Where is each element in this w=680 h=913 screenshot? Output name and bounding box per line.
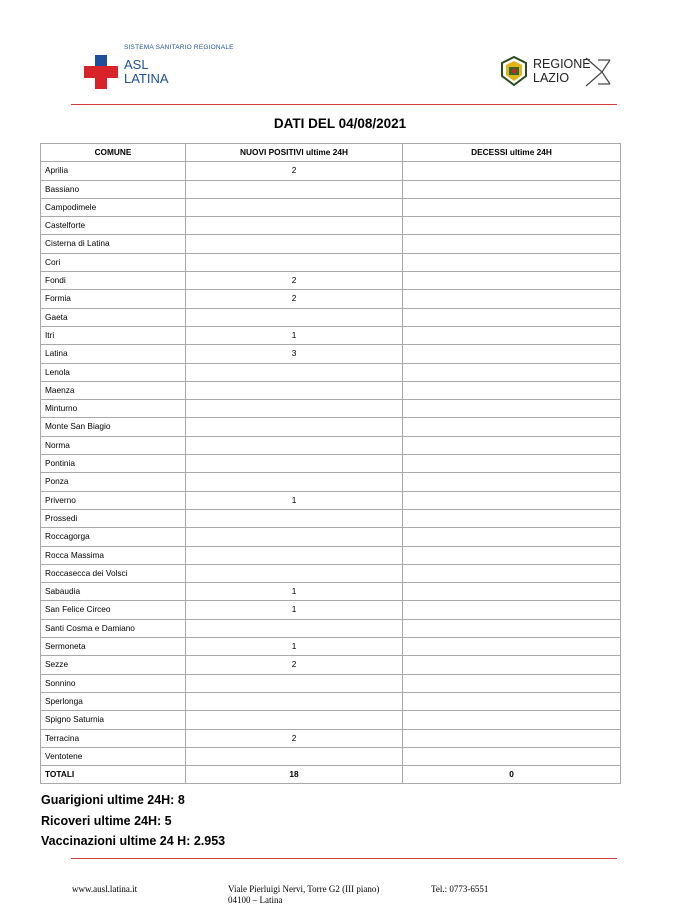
table-row: [41, 455, 621, 473]
cell-nuovi-positivi: [186, 198, 403, 216]
table-row: [41, 198, 621, 216]
page-header: [0, 0, 680, 110]
cell-decessi: [403, 363, 621, 381]
cell-comune: Sezze: [41, 656, 186, 674]
table-row: [41, 601, 621, 619]
footer-divider: [71, 858, 617, 859]
table-row: [41, 638, 621, 656]
regione-lazio-arrows-icon: [584, 56, 614, 88]
cell-comune: Spigno Saturnia: [41, 711, 186, 729]
cell-nuovi-positivi: 1: [186, 638, 403, 656]
cell-decessi: [403, 217, 621, 235]
totals-decessi: 0: [403, 766, 621, 784]
cell-nuovi-positivi: [186, 436, 403, 454]
table-row: [41, 491, 621, 509]
footer-address-line1: Viale Pierluigi Nervi, Torre G2 (III piano): [228, 884, 380, 894]
page-title: DATI DEL 04/08/2021: [273, 116, 407, 131]
cell-comune: Priverno: [41, 491, 186, 509]
asl-logo-text: [124, 58, 169, 86]
cell-comune: Castelforte: [41, 217, 186, 235]
table-row: [41, 272, 621, 290]
cell-decessi: [403, 235, 621, 253]
cell-nuovi-positivi: [186, 509, 403, 527]
cell-decessi: [403, 601, 621, 619]
table-row: [41, 711, 621, 729]
cell-decessi: [403, 473, 621, 491]
cell-nuovi-positivi: 1: [186, 583, 403, 601]
table-row: [41, 326, 621, 344]
table-body: [41, 162, 621, 784]
cell-comune: San Felice Circeo: [41, 601, 186, 619]
region-line2: LAZIO: [533, 71, 570, 85]
header-nuovi-positivi: NUOVI POSITIVI ultime 24H: [186, 144, 403, 162]
cell-decessi: [403, 619, 621, 637]
cell-nuovi-positivi: [186, 619, 403, 637]
table-row: [41, 583, 621, 601]
cell-decessi: [403, 308, 621, 326]
cell-nuovi-positivi: [186, 473, 403, 491]
table-row: [41, 473, 621, 491]
cell-comune: Bassiano: [41, 180, 186, 198]
cell-nuovi-positivi: 2: [186, 272, 403, 290]
cell-comune: Itri: [41, 326, 186, 344]
cell-comune: Sonnino: [41, 674, 186, 692]
cell-decessi: [403, 656, 621, 674]
table-row: [41, 692, 621, 710]
table-row: [41, 674, 621, 692]
cell-comune: Prossedi: [41, 509, 186, 527]
cell-decessi: [403, 400, 621, 418]
cell-decessi: [403, 564, 621, 582]
cell-decessi: [403, 253, 621, 271]
cell-comune: Gaeta: [41, 308, 186, 326]
table-row: [41, 509, 621, 527]
table-row: [41, 546, 621, 564]
cell-decessi: [403, 345, 621, 363]
cell-nuovi-positivi: [186, 711, 403, 729]
cell-decessi: [403, 729, 621, 747]
cell-comune: Minturno: [41, 400, 186, 418]
cell-comune: Sabaudia: [41, 583, 186, 601]
cell-comune: Maenza: [41, 381, 186, 399]
table-totals-row: [41, 766, 621, 784]
cell-comune: Ponza: [41, 473, 186, 491]
cell-comune: Fondi: [41, 272, 186, 290]
table-row: [41, 253, 621, 271]
table-row: [41, 235, 621, 253]
cell-nuovi-positivi: [186, 180, 403, 198]
cell-nuovi-positivi: 1: [186, 601, 403, 619]
table-row: [41, 619, 621, 637]
table-row: [41, 180, 621, 198]
footer-phone: Tel.: 0773-6551: [431, 884, 489, 894]
header-divider: [71, 104, 617, 105]
totals-label: TOTALI: [41, 766, 186, 784]
table-row: [41, 400, 621, 418]
cell-nuovi-positivi: [186, 546, 403, 564]
cell-decessi: [403, 638, 621, 656]
cell-decessi: [403, 418, 621, 436]
cell-comune: Formia: [41, 290, 186, 308]
cell-nuovi-positivi: [186, 747, 403, 765]
table-row: [41, 656, 621, 674]
cell-comune: Roccasecca dei Volsci: [41, 564, 186, 582]
cell-comune: Norma: [41, 436, 186, 454]
cell-comune: Rocca Massima: [41, 546, 186, 564]
cell-comune: Sermoneta: [41, 638, 186, 656]
cell-decessi: [403, 455, 621, 473]
cell-decessi: [403, 528, 621, 546]
cell-comune: Latina: [41, 345, 186, 363]
cell-comune: Roccagorga: [41, 528, 186, 546]
table-row: [41, 290, 621, 308]
cell-comune: Cisterna di Latina: [41, 235, 186, 253]
cell-decessi: [403, 711, 621, 729]
cell-decessi: [403, 747, 621, 765]
cell-decessi: [403, 491, 621, 509]
cell-nuovi-positivi: 2: [186, 162, 403, 180]
cell-nuovi-positivi: [186, 564, 403, 582]
cell-comune: Sperlonga: [41, 692, 186, 710]
table-row: [41, 381, 621, 399]
asl-line2: LATINA: [124, 71, 169, 86]
comuni-table: [40, 143, 621, 784]
cell-nuovi-positivi: [186, 528, 403, 546]
asl-cross-icon: [84, 55, 118, 89]
header-decessi: DECESSI ultime 24H: [403, 144, 621, 162]
table-row: [41, 162, 621, 180]
footer-address: [228, 884, 379, 906]
cell-decessi: [403, 509, 621, 527]
cell-decessi: [403, 546, 621, 564]
cell-nuovi-positivi: [186, 217, 403, 235]
cell-nuovi-positivi: [186, 381, 403, 399]
cell-decessi: [403, 583, 621, 601]
cell-comune: Santi Cosma e Damiano: [41, 619, 186, 637]
cell-decessi: [403, 290, 621, 308]
cell-nuovi-positivi: [186, 400, 403, 418]
cell-nuovi-positivi: 2: [186, 656, 403, 674]
cell-nuovi-positivi: [186, 363, 403, 381]
cell-decessi: [403, 162, 621, 180]
totals-nuovi-positivi: 18: [186, 766, 403, 784]
cell-nuovi-positivi: 1: [186, 326, 403, 344]
table-row: [41, 729, 621, 747]
cell-decessi: [403, 198, 621, 216]
summary-ricoveri: Ricoveri ultime 24H: 5: [41, 813, 172, 828]
region-line1: REGIONE: [533, 57, 591, 71]
cell-nuovi-positivi: [186, 235, 403, 253]
cell-decessi: [403, 326, 621, 344]
cell-nuovi-positivi: [186, 418, 403, 436]
cell-comune: Cori: [41, 253, 186, 271]
table-row: [41, 418, 621, 436]
cell-decessi: [403, 692, 621, 710]
table-row: [41, 217, 621, 235]
cell-decessi: [403, 674, 621, 692]
cell-nuovi-positivi: 3: [186, 345, 403, 363]
footer-website: www.ausl.latina.it: [72, 884, 138, 894]
cell-nuovi-positivi: [186, 308, 403, 326]
cell-comune: Lenola: [41, 363, 186, 381]
cell-nuovi-positivi: 2: [186, 729, 403, 747]
cell-nuovi-positivi: 1: [186, 491, 403, 509]
cell-comune: Terracina: [41, 729, 186, 747]
table-row: [41, 308, 621, 326]
header-comune: COMUNE: [41, 144, 186, 162]
cell-comune: Pontinia: [41, 455, 186, 473]
summary-vaccinazioni: Vaccinazioni ultime 24 H: 2.953: [41, 834, 226, 848]
cell-comune: Campodimele: [41, 198, 186, 216]
cell-comune: Aprilia: [41, 162, 186, 180]
table-row: [41, 436, 621, 454]
cell-nuovi-positivi: [186, 692, 403, 710]
cell-comune: Monte San Biagio: [41, 418, 186, 436]
cell-nuovi-positivi: [186, 674, 403, 692]
cell-nuovi-positivi: [186, 253, 403, 271]
regione-lazio-text: [533, 57, 591, 85]
cell-decessi: [403, 272, 621, 290]
table-row: [41, 363, 621, 381]
table-row: [41, 528, 621, 546]
footer-address-line2: 04100 – Latina: [228, 895, 283, 905]
summary-block: [41, 790, 225, 852]
cell-decessi: [403, 436, 621, 454]
cell-comune: Ventotene: [41, 747, 186, 765]
cell-decessi: [403, 180, 621, 198]
cell-nuovi-positivi: 2: [186, 290, 403, 308]
cell-nuovi-positivi: [186, 455, 403, 473]
table-row: [41, 564, 621, 582]
table-row: [41, 747, 621, 765]
asl-line1: ASL: [124, 57, 149, 72]
asl-subtitle: SISTEMA SANITARIO REGIONALE: [124, 44, 234, 51]
summary-guarigioni: Guarigioni ultime 24H: 8: [41, 793, 185, 807]
regione-lazio-emblem-icon: [500, 56, 528, 86]
cell-decessi: [403, 381, 621, 399]
table-row: [41, 345, 621, 363]
table-header-row: [41, 144, 621, 162]
